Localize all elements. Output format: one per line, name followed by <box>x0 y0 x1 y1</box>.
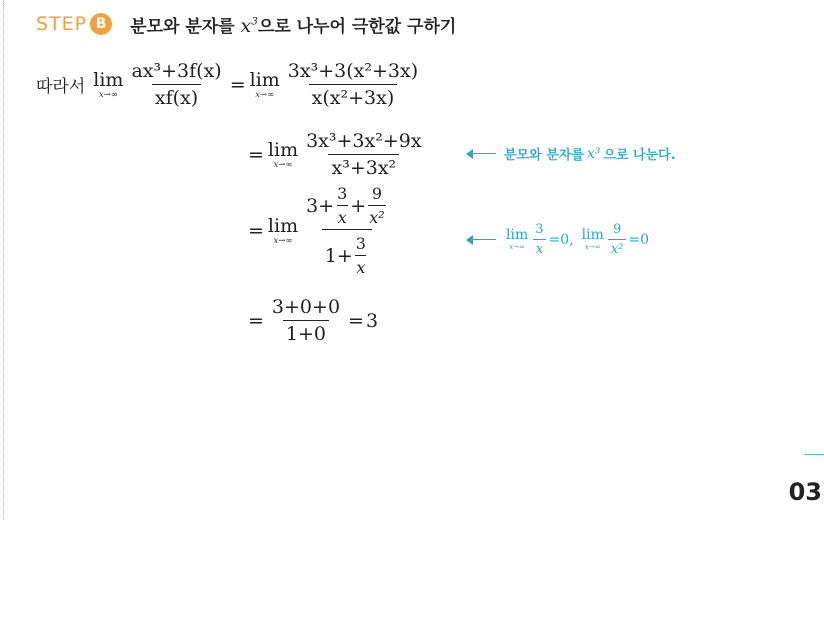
lhs-fraction <box>128 60 224 109</box>
intro-word: 따라서 <box>36 77 86 97</box>
equals-sign: = <box>248 309 264 332</box>
equation-line-1 <box>36 60 424 109</box>
rhs-numerator-2: 3x³+3x²+9x <box>306 130 422 152</box>
rhs-denominator-2: x³+3x² <box>328 154 399 179</box>
fraction-9-over-x2: $\frac{9}{\text{x²}}$ <box>369 184 385 227</box>
note-limits-zero: lim x→∞ $\frac{3}{x}$ =0, lim x→∞ $\frac{9}{\text{x²}}$ =0 <box>466 222 649 257</box>
left-arrow-icon <box>466 235 496 245</box>
edge-page-number: 03 <box>788 478 822 506</box>
equation-line-2 <box>246 130 428 179</box>
rhs-fraction-2 <box>303 130 424 179</box>
lhs-numerator: ax³+3f(x) <box>131 60 222 82</box>
rhs-fraction-1 <box>285 60 421 109</box>
equation-line-3 <box>246 184 394 277</box>
limit-operator: lim x→∞ <box>506 227 529 251</box>
limit-operator: lim x→∞ <box>267 138 299 170</box>
equals-sign: = <box>229 73 246 96</box>
compound-denominator: 1+ $\frac{3}{x}$ <box>322 229 372 277</box>
limit-operator: lim x→∞ <box>581 227 604 251</box>
note-divide: 분모와 분자를 x³ 으로 나눈다. <box>466 144 676 163</box>
compound-numerator: 3+ $\frac{3}{x}$ + $\frac{9}{\text{x²}}$ <box>306 184 385 227</box>
lhs-denominator: xf(x) <box>152 84 201 109</box>
fraction-9-over-x2: $\frac{9}{\text{x²}}$ <box>608 222 627 257</box>
step-title-variable: $x^3$ <box>240 14 258 37</box>
limit-operator: lim x→∞ <box>267 214 299 246</box>
step-title <box>130 12 456 37</box>
equation-line-4 <box>246 296 378 345</box>
left-arrow-icon <box>466 149 496 159</box>
step-header <box>36 10 456 38</box>
equals-sign: = <box>348 309 364 332</box>
final-result: 3 <box>365 309 379 332</box>
fraction-3-over-x: $\frac{3}{x}$ <box>337 184 348 227</box>
step-title-before: 분모와 분자를 <box>130 16 235 37</box>
limit-operator: lim x→∞ <box>93 68 124 100</box>
rhs-numerator-1: 3x³+3(x²+3x) <box>287 60 419 82</box>
equals-sign: = <box>248 219 264 242</box>
result-denominator: 1+0 <box>283 320 329 345</box>
rhs-denominator-1: x(x²+3x) <box>309 84 398 109</box>
step-label: STEP <box>36 13 88 35</box>
limit-operator: lim x→∞ <box>249 68 280 100</box>
equals-sign: = <box>248 143 264 166</box>
margin-dotted-rule <box>3 0 4 520</box>
step-title-after: 으로 나누어 극한값 구하기 <box>257 16 457 37</box>
edge-divider <box>804 454 824 455</box>
fraction-3-over-x: $\frac{3}{x}$ <box>532 222 546 257</box>
result-fraction <box>269 296 343 345</box>
step-letter-badge: B <box>90 13 112 35</box>
compound-fraction <box>303 184 391 277</box>
result-numerator: 3+0+0 <box>271 296 341 318</box>
fraction-3-over-x: $\frac{3}{x}$ <box>355 234 366 277</box>
